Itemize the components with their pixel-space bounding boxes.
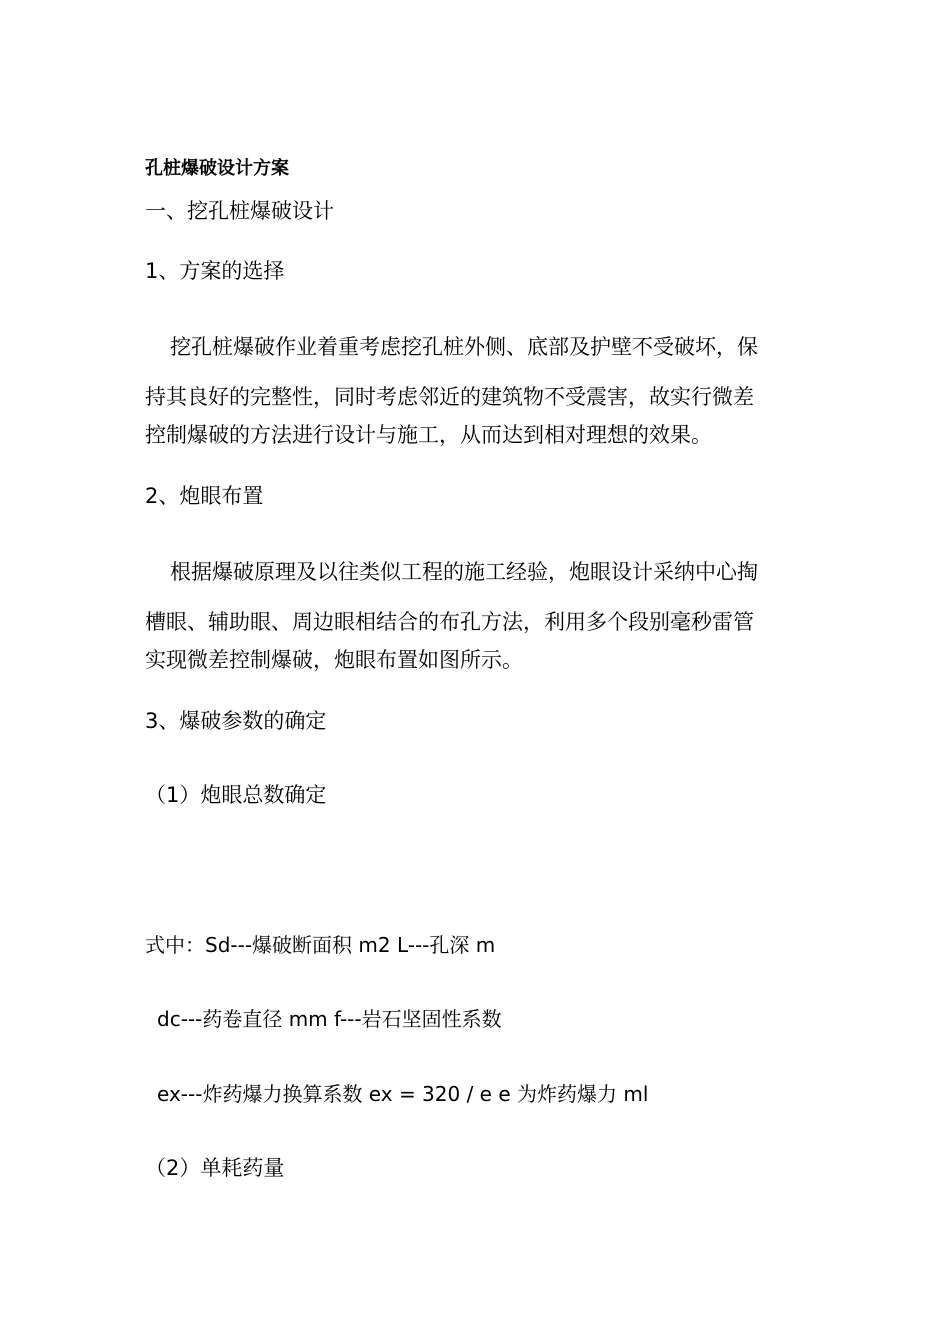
variable-definition-line: 式中：Sd---爆破断面积 m2 L---孔深 m xyxy=(145,933,496,957)
variable-definition-line: ex---炸药爆力换算系数 ex = 320 / e e 为炸药爆力 ml xyxy=(157,1082,649,1106)
variable-definition-line: dc---药卷直径 mm f---岩石坚固性系数 xyxy=(157,1007,502,1031)
paragraph-line: 根据爆破原理及以往类似工程的施工经验，炮眼设计采纳中心掏 xyxy=(170,560,758,584)
list-item-1: （1）炮眼总数确定 xyxy=(145,783,327,807)
section-heading: 一、挖孔桩爆破设计 xyxy=(145,199,334,223)
subsection-heading-3: 3、爆破参数的确定 xyxy=(145,709,327,733)
document-title: 孔桩爆破设计方案 xyxy=(145,158,289,179)
paragraph-line: 控制爆破的方法进行设计与施工，从而达到相对理想的效果。 xyxy=(145,423,712,447)
subsection-heading-1: 1、方案的选择 xyxy=(145,259,285,283)
list-item-2: （2）单耗药量 xyxy=(145,1156,285,1180)
subsection-heading-2: 2、炮眼布置 xyxy=(145,484,264,508)
paragraph-line: 实现微差控制爆破，炮眼布置如图所示。 xyxy=(145,648,523,672)
paragraph-line: 挖孔桩爆破作业着重考虑挖孔桩外侧、底部及护壁不受破坏，保 xyxy=(170,335,758,359)
paragraph-line: 持其良好的完整性，同时考虑邻近的建筑物不受震害，故实行微差 xyxy=(145,385,754,409)
paragraph-line: 槽眼、辅助眼、周边眼相结合的布孔方法，利用多个段别毫秒雷管 xyxy=(145,610,754,634)
